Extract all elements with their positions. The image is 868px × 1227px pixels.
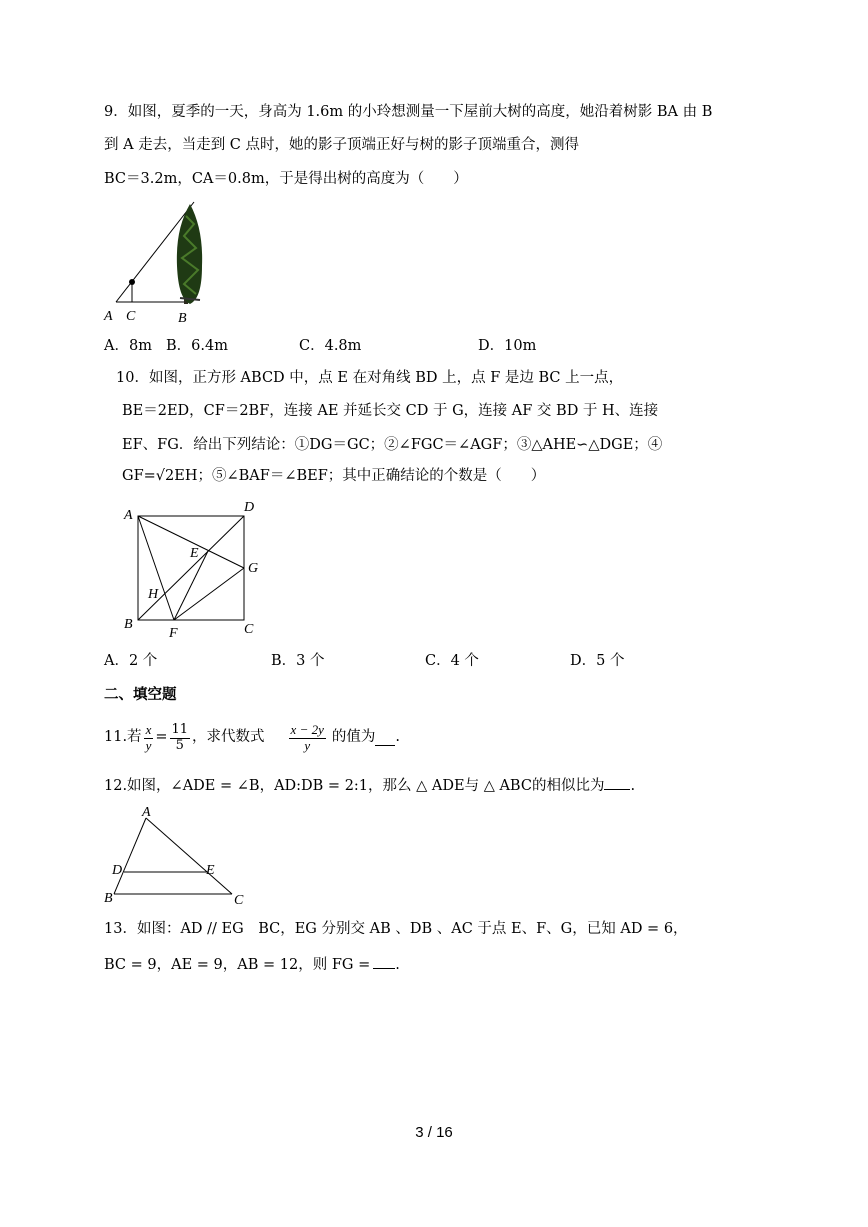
q12-figure (100, 802, 260, 910)
q9-label-a: A (104, 309, 113, 324)
q10-label-b: B (124, 617, 133, 632)
q10-label-d: D (244, 500, 255, 515)
q10-line2: BE＝2ED，CF＝2BF，连接 AE 并延长交 CD 于 G，连接 AF 交 BD 于 H、连接 (122, 403, 659, 419)
q9-label-b: B (178, 311, 187, 326)
q10-sqrt: √2 (155, 468, 175, 484)
q9-line3: BC＝3.2m，CA＝0.8m，于是得出树的高度为（ ） (104, 171, 468, 187)
q10-option-d: D．5 个 (570, 653, 625, 669)
q13-line1: 13．如图：AD // EG BC，EG 分别交 AB 、DB 、AC 于点 E、F、G，已知 AD = 6， (104, 921, 688, 937)
q9-option-c: C．4.8m (299, 338, 362, 354)
q9-label-c: C (126, 309, 136, 324)
q10-figure (118, 500, 268, 642)
q10-line4-rest: EH；⑤∠BAF＝∠BEF；其中正确结论的个数是（ ） (174, 468, 546, 484)
q12-label-b: B (104, 891, 113, 906)
q10-line4 (122, 468, 545, 485)
q12-label-c: C (234, 893, 244, 908)
q10-line3: EF、FG．给出下列结论：①DG＝GC；②∠FGC＝∠AGF；③△AHE∽△DGE；④ (122, 437, 663, 453)
q10-line1: 10．如图，正方形 ABCD 中，点 E 在对角线 BD 上，点 F 是边 BC 上一点， (116, 370, 624, 386)
q12-label-e: E (206, 863, 215, 878)
q12-line: 12.如图，∠ADE = ∠B，AD:DB = 2:1，那么 △ ADE与 △ ABC的相似比为 . (104, 778, 636, 794)
q9-figure (100, 196, 220, 328)
q9-option-b: B．6.4m (166, 338, 228, 354)
q13-line2-text: BC = 9，AE = 9，AB = 12，则 FG = (104, 957, 371, 973)
q10-option-a: A．2 个 (104, 653, 158, 669)
q9-option-d: D．10m (478, 338, 537, 354)
q11-line: 11.若 $\frac{x}{y}$ = $\frac{11}{5}$ ，求代数式 $\frac{x - 2y}{y}$ 的值为 . (104, 722, 400, 753)
q10-label-f: F (169, 626, 178, 641)
q11-answer-blank[interactable] (375, 731, 395, 746)
q9-line2: 到 A 走去，当走到 C 点时，她的影子顶端正好与树的影子顶端重合，测得 (104, 137, 579, 153)
q12-answer-blank[interactable] (604, 776, 630, 790)
q9-line1: 9．如图，夏季的一天，身高为 1.6m 的小玲想测量一下屋前大树的高度，她沿着树影 BA 由 B (104, 104, 713, 120)
q10-option-b: B．3 个 (271, 653, 325, 669)
q11-mid: ，求代数式 (192, 729, 265, 746)
q11-suffix: 的值为 (331, 729, 376, 746)
q12-label-d: D (112, 863, 123, 878)
q11-prefix: 11.若 (104, 729, 142, 746)
q13-answer-blank[interactable] (373, 955, 395, 969)
section-title: 二、填空题 (104, 686, 177, 703)
q11-frac-value: $\frac{11}{5}$ (171, 722, 189, 753)
q11-frac-expr: $\frac{x - 2y}{y}$ (290, 722, 324, 753)
q12-label-a: A (142, 805, 151, 820)
q11-frac-xy: $\frac{x}{y}$ (145, 722, 152, 753)
q10-label-c: C (244, 622, 254, 637)
q12-text: 12.如图，∠ADE = ∠B，AD:DB = 2:1，那么 △ ADE与 △ ABC的相似比为 (104, 778, 605, 794)
q11-eq: = (155, 729, 168, 746)
q9-option-a: A．8m (104, 338, 152, 354)
page-number: 3 / 16 (415, 1124, 453, 1141)
q10-label-a: A (124, 508, 133, 523)
q10-label-h: H (148, 587, 159, 602)
q13-line2: BC = 9，AE = 9，AB = 12，则 FG = . (104, 957, 400, 973)
q10-gf: GF= (122, 468, 156, 484)
q10-label-e: E (190, 546, 199, 561)
q10-label-g: G (248, 561, 259, 576)
q10-option-c: C．4 个 (425, 653, 479, 669)
